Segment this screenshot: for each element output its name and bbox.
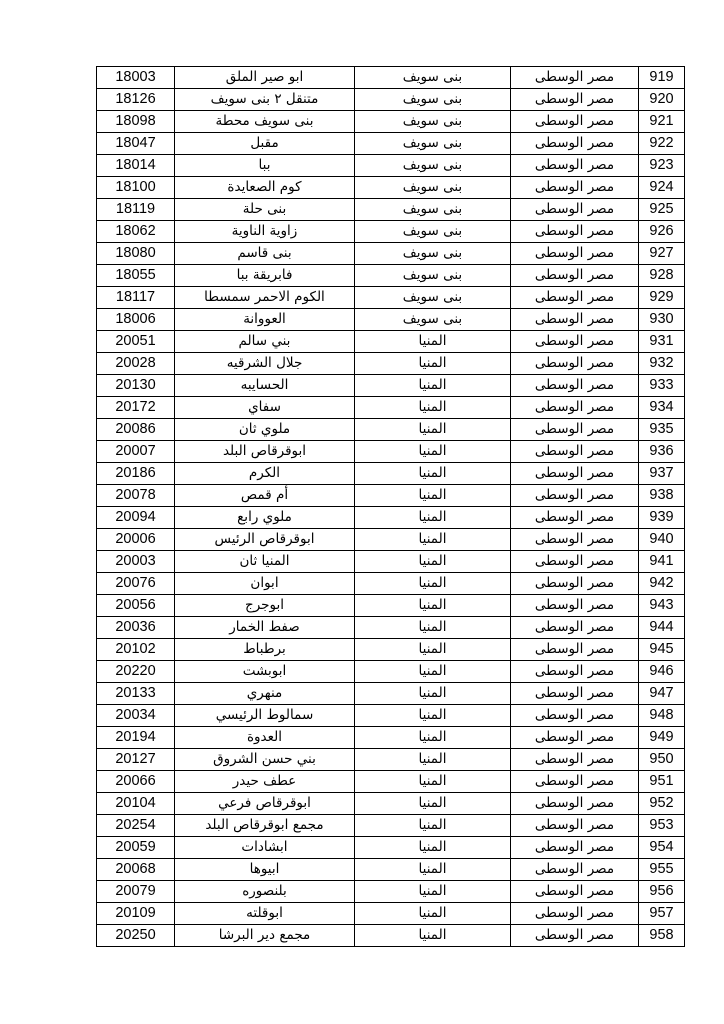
region-cell: مصر الوسطى (511, 639, 639, 661)
postal-code-cell: 20028 (97, 353, 175, 375)
table-row (97, 881, 685, 903)
office-name-cell: منهري (175, 683, 355, 705)
postal-code-cell: 18100 (97, 177, 175, 199)
postal-code-cell: 20127 (97, 749, 175, 771)
post-office-table-container (96, 66, 674, 947)
region-cell: مصر الوسطى (511, 375, 639, 397)
governorate-cell: المنيا (355, 551, 511, 573)
postal-code-cell: 18006 (97, 309, 175, 331)
governorate-cell: المنيا (355, 639, 511, 661)
table-row (97, 463, 685, 485)
governorate-cell: المنيا (355, 353, 511, 375)
table-row (97, 551, 685, 573)
row-number-cell: 937 (639, 463, 685, 485)
table-row (97, 617, 685, 639)
row-number-cell: 940 (639, 529, 685, 551)
governorate-cell: بنى سويف (355, 243, 511, 265)
governorate-cell: المنيا (355, 705, 511, 727)
row-number-cell: 947 (639, 683, 685, 705)
row-number-cell: 935 (639, 419, 685, 441)
postal-code-cell: 20007 (97, 441, 175, 463)
table-row (97, 837, 685, 859)
region-cell: مصر الوسطى (511, 221, 639, 243)
row-number-cell: 939 (639, 507, 685, 529)
postal-code-cell: 20056 (97, 595, 175, 617)
office-name-cell: ابوبشت (175, 661, 355, 683)
office-name-cell: ابوقرقاص فرعي (175, 793, 355, 815)
region-cell: مصر الوسطى (511, 419, 639, 441)
office-name-cell: ابو صير الملق (175, 67, 355, 89)
office-name-cell: سمالوط الرئيسي (175, 705, 355, 727)
row-number-cell: 956 (639, 881, 685, 903)
governorate-cell: المنيا (355, 331, 511, 353)
row-number-cell: 934 (639, 397, 685, 419)
row-number-cell: 932 (639, 353, 685, 375)
office-name-cell: جلال الشرقيه (175, 353, 355, 375)
governorate-cell: المنيا (355, 441, 511, 463)
postal-code-cell: 20133 (97, 683, 175, 705)
office-name-cell: بني حسن الشروق (175, 749, 355, 771)
table-row (97, 177, 685, 199)
row-number-cell: 953 (639, 815, 685, 837)
row-number-cell: 926 (639, 221, 685, 243)
governorate-cell: المنيا (355, 881, 511, 903)
region-cell: مصر الوسطى (511, 397, 639, 419)
row-number-cell: 924 (639, 177, 685, 199)
governorate-cell: المنيا (355, 397, 511, 419)
table-row (97, 243, 685, 265)
table-row (97, 815, 685, 837)
postal-code-cell: 18003 (97, 67, 175, 89)
governorate-cell: المنيا (355, 903, 511, 925)
table-row (97, 221, 685, 243)
postal-code-cell: 20220 (97, 661, 175, 683)
table-row (97, 485, 685, 507)
region-cell: مصر الوسطى (511, 771, 639, 793)
postal-code-cell: 20104 (97, 793, 175, 815)
office-name-cell: ابيوها (175, 859, 355, 881)
table-row (97, 133, 685, 155)
postal-code-cell: 20086 (97, 419, 175, 441)
row-number-cell: 938 (639, 485, 685, 507)
table-row (97, 903, 685, 925)
table-row (97, 683, 685, 705)
postal-code-cell: 20109 (97, 903, 175, 925)
region-cell: مصر الوسطى (511, 683, 639, 705)
region-cell: مصر الوسطى (511, 859, 639, 881)
office-name-cell: صفط الخمار (175, 617, 355, 639)
governorate-cell: بنى سويف (355, 111, 511, 133)
office-name-cell: برطباط (175, 639, 355, 661)
governorate-cell: المنيا (355, 749, 511, 771)
region-cell: مصر الوسطى (511, 815, 639, 837)
table-row (97, 199, 685, 221)
row-number-cell: 933 (639, 375, 685, 397)
office-name-cell: مجمع ابوقرقاص البلد (175, 815, 355, 837)
row-number-cell: 942 (639, 573, 685, 595)
postal-code-cell: 18119 (97, 199, 175, 221)
postal-code-cell: 20254 (97, 815, 175, 837)
region-cell: مصر الوسطى (511, 89, 639, 111)
office-name-cell: متنقل ٢ بنى سويف (175, 89, 355, 111)
postal-code-cell: 20130 (97, 375, 175, 397)
office-name-cell: مقبل (175, 133, 355, 155)
table-row (97, 89, 685, 111)
region-cell: مصر الوسطى (511, 463, 639, 485)
office-name-cell: الكرم (175, 463, 355, 485)
table-row (97, 639, 685, 661)
table-row (97, 287, 685, 309)
row-number-cell: 948 (639, 705, 685, 727)
region-cell: مصر الوسطى (511, 111, 639, 133)
row-number-cell: 927 (639, 243, 685, 265)
postal-code-cell: 18080 (97, 243, 175, 265)
governorate-cell: المنيا (355, 485, 511, 507)
office-name-cell: ابشادات (175, 837, 355, 859)
table-row (97, 793, 685, 815)
region-cell: مصر الوسطى (511, 925, 639, 947)
region-cell: مصر الوسطى (511, 573, 639, 595)
row-number-cell: 958 (639, 925, 685, 947)
governorate-cell: المنيا (355, 793, 511, 815)
office-name-cell: بنى قاسم (175, 243, 355, 265)
table-row (97, 595, 685, 617)
governorate-cell: المنيا (355, 595, 511, 617)
region-cell: مصر الوسطى (511, 287, 639, 309)
office-name-cell: ابوان (175, 573, 355, 595)
region-cell: مصر الوسطى (511, 837, 639, 859)
postal-code-cell: 18062 (97, 221, 175, 243)
row-number-cell: 930 (639, 309, 685, 331)
office-name-cell: بنى حلة (175, 199, 355, 221)
postal-code-cell: 18047 (97, 133, 175, 155)
table-row (97, 749, 685, 771)
row-number-cell: 949 (639, 727, 685, 749)
postal-code-cell: 20102 (97, 639, 175, 661)
table-row (97, 375, 685, 397)
governorate-cell: المنيا (355, 529, 511, 551)
governorate-cell: المنيا (355, 771, 511, 793)
row-number-cell: 954 (639, 837, 685, 859)
governorate-cell: بنى سويف (355, 309, 511, 331)
postal-code-cell: 20036 (97, 617, 175, 639)
office-name-cell: بني سالم (175, 331, 355, 353)
governorate-cell: المنيا (355, 375, 511, 397)
region-cell: مصر الوسطى (511, 595, 639, 617)
region-cell: مصر الوسطى (511, 177, 639, 199)
row-number-cell: 931 (639, 331, 685, 353)
postal-code-cell: 20172 (97, 397, 175, 419)
governorate-cell: المنيا (355, 617, 511, 639)
region-cell: مصر الوسطى (511, 881, 639, 903)
table-row (97, 925, 685, 947)
postal-code-cell: 18098 (97, 111, 175, 133)
postal-code-cell: 18117 (97, 287, 175, 309)
region-cell: مصر الوسطى (511, 705, 639, 727)
region-cell: مصر الوسطى (511, 199, 639, 221)
governorate-cell: بنى سويف (355, 177, 511, 199)
region-cell: مصر الوسطى (511, 551, 639, 573)
governorate-cell: المنيا (355, 661, 511, 683)
office-name-cell: بلنصوره (175, 881, 355, 903)
table-row (97, 353, 685, 375)
row-number-cell: 928 (639, 265, 685, 287)
office-name-cell: ابوقلته (175, 903, 355, 925)
region-cell: مصر الوسطى (511, 309, 639, 331)
postal-code-cell: 20194 (97, 727, 175, 749)
governorate-cell: المنيا (355, 837, 511, 859)
table-row (97, 727, 685, 749)
table-row (97, 265, 685, 287)
row-number-cell: 921 (639, 111, 685, 133)
region-cell: مصر الوسطى (511, 485, 639, 507)
governorate-cell: بنى سويف (355, 199, 511, 221)
table-row (97, 705, 685, 727)
table-row (97, 441, 685, 463)
office-name-cell: كوم الصعايدة (175, 177, 355, 199)
governorate-cell: بنى سويف (355, 221, 511, 243)
row-number-cell: 925 (639, 199, 685, 221)
table-row (97, 661, 685, 683)
region-cell: مصر الوسطى (511, 155, 639, 177)
office-name-cell: المنيا ثان (175, 551, 355, 573)
postal-code-cell: 18014 (97, 155, 175, 177)
postal-code-cell: 20076 (97, 573, 175, 595)
region-cell: مصر الوسطى (511, 793, 639, 815)
office-name-cell: ابوقرقاص الرئيس (175, 529, 355, 551)
row-number-cell: 951 (639, 771, 685, 793)
region-cell: مصر الوسطى (511, 243, 639, 265)
office-name-cell: الحسايبه (175, 375, 355, 397)
table-row (97, 859, 685, 881)
governorate-cell: المنيا (355, 507, 511, 529)
region-cell: مصر الوسطى (511, 727, 639, 749)
row-number-cell: 941 (639, 551, 685, 573)
governorate-cell: بنى سويف (355, 287, 511, 309)
office-name-cell: ابوقرقاص البلد (175, 441, 355, 463)
governorate-cell: المنيا (355, 859, 511, 881)
postal-code-cell: 20051 (97, 331, 175, 353)
postal-code-cell: 20250 (97, 925, 175, 947)
office-name-cell: العدوة (175, 727, 355, 749)
row-number-cell: 923 (639, 155, 685, 177)
region-cell: مصر الوسطى (511, 265, 639, 287)
governorate-cell: بنى سويف (355, 155, 511, 177)
table-row (97, 111, 685, 133)
postal-code-cell: 20068 (97, 859, 175, 881)
row-number-cell: 955 (639, 859, 685, 881)
postal-code-cell: 20078 (97, 485, 175, 507)
row-number-cell: 945 (639, 639, 685, 661)
table-row (97, 529, 685, 551)
governorate-cell: بنى سويف (355, 67, 511, 89)
row-number-cell: 929 (639, 287, 685, 309)
row-number-cell: 920 (639, 89, 685, 111)
table-row (97, 67, 685, 89)
office-name-cell: العووانة (175, 309, 355, 331)
postal-code-cell: 20003 (97, 551, 175, 573)
table-row (97, 331, 685, 353)
row-number-cell: 919 (639, 67, 685, 89)
office-name-cell: الكوم الاحمر سمسطا (175, 287, 355, 309)
region-cell: مصر الوسطى (511, 441, 639, 463)
governorate-cell: المنيا (355, 925, 511, 947)
governorate-cell: المنيا (355, 683, 511, 705)
office-name-cell: عطف حيدر (175, 771, 355, 793)
governorate-cell: المنيا (355, 815, 511, 837)
table-row (97, 507, 685, 529)
region-cell: مصر الوسطى (511, 529, 639, 551)
row-number-cell: 936 (639, 441, 685, 463)
governorate-cell: المنيا (355, 463, 511, 485)
row-number-cell: 946 (639, 661, 685, 683)
office-name-cell: فابريقة ببا (175, 265, 355, 287)
region-cell: مصر الوسطى (511, 133, 639, 155)
postal-code-cell: 18126 (97, 89, 175, 111)
governorate-cell: المنيا (355, 419, 511, 441)
postal-code-cell: 20006 (97, 529, 175, 551)
row-number-cell: 950 (639, 749, 685, 771)
table-row (97, 397, 685, 419)
region-cell: مصر الوسطى (511, 749, 639, 771)
table-row (97, 573, 685, 595)
region-cell: مصر الوسطى (511, 67, 639, 89)
office-name-cell: ملوي ثان (175, 419, 355, 441)
row-number-cell: 922 (639, 133, 685, 155)
office-name-cell: مجمع دير البرشا (175, 925, 355, 947)
region-cell: مصر الوسطى (511, 507, 639, 529)
table-row (97, 309, 685, 331)
post-office-table (96, 66, 685, 947)
row-number-cell: 952 (639, 793, 685, 815)
office-name-cell: سفاي (175, 397, 355, 419)
office-name-cell: أم قمص (175, 485, 355, 507)
row-number-cell: 957 (639, 903, 685, 925)
postal-code-cell: 20066 (97, 771, 175, 793)
table-body (97, 67, 685, 947)
region-cell: مصر الوسطى (511, 617, 639, 639)
governorate-cell: المنيا (355, 573, 511, 595)
postal-code-cell: 20034 (97, 705, 175, 727)
governorate-cell: بنى سويف (355, 89, 511, 111)
office-name-cell: ملوي رابع (175, 507, 355, 529)
table-row (97, 771, 685, 793)
postal-code-cell: 18055 (97, 265, 175, 287)
postal-code-cell: 20059 (97, 837, 175, 859)
office-name-cell: زاوية الناوية (175, 221, 355, 243)
row-number-cell: 944 (639, 617, 685, 639)
row-number-cell: 943 (639, 595, 685, 617)
region-cell: مصر الوسطى (511, 353, 639, 375)
postal-code-cell: 20186 (97, 463, 175, 485)
office-name-cell: ببا (175, 155, 355, 177)
governorate-cell: المنيا (355, 727, 511, 749)
region-cell: مصر الوسطى (511, 331, 639, 353)
region-cell: مصر الوسطى (511, 661, 639, 683)
table-row (97, 419, 685, 441)
office-name-cell: بنى سويف محطة (175, 111, 355, 133)
table-row (97, 155, 685, 177)
postal-code-cell: 20094 (97, 507, 175, 529)
postal-code-cell: 20079 (97, 881, 175, 903)
region-cell: مصر الوسطى (511, 903, 639, 925)
governorate-cell: بنى سويف (355, 133, 511, 155)
governorate-cell: بنى سويف (355, 265, 511, 287)
office-name-cell: ابوجرج (175, 595, 355, 617)
